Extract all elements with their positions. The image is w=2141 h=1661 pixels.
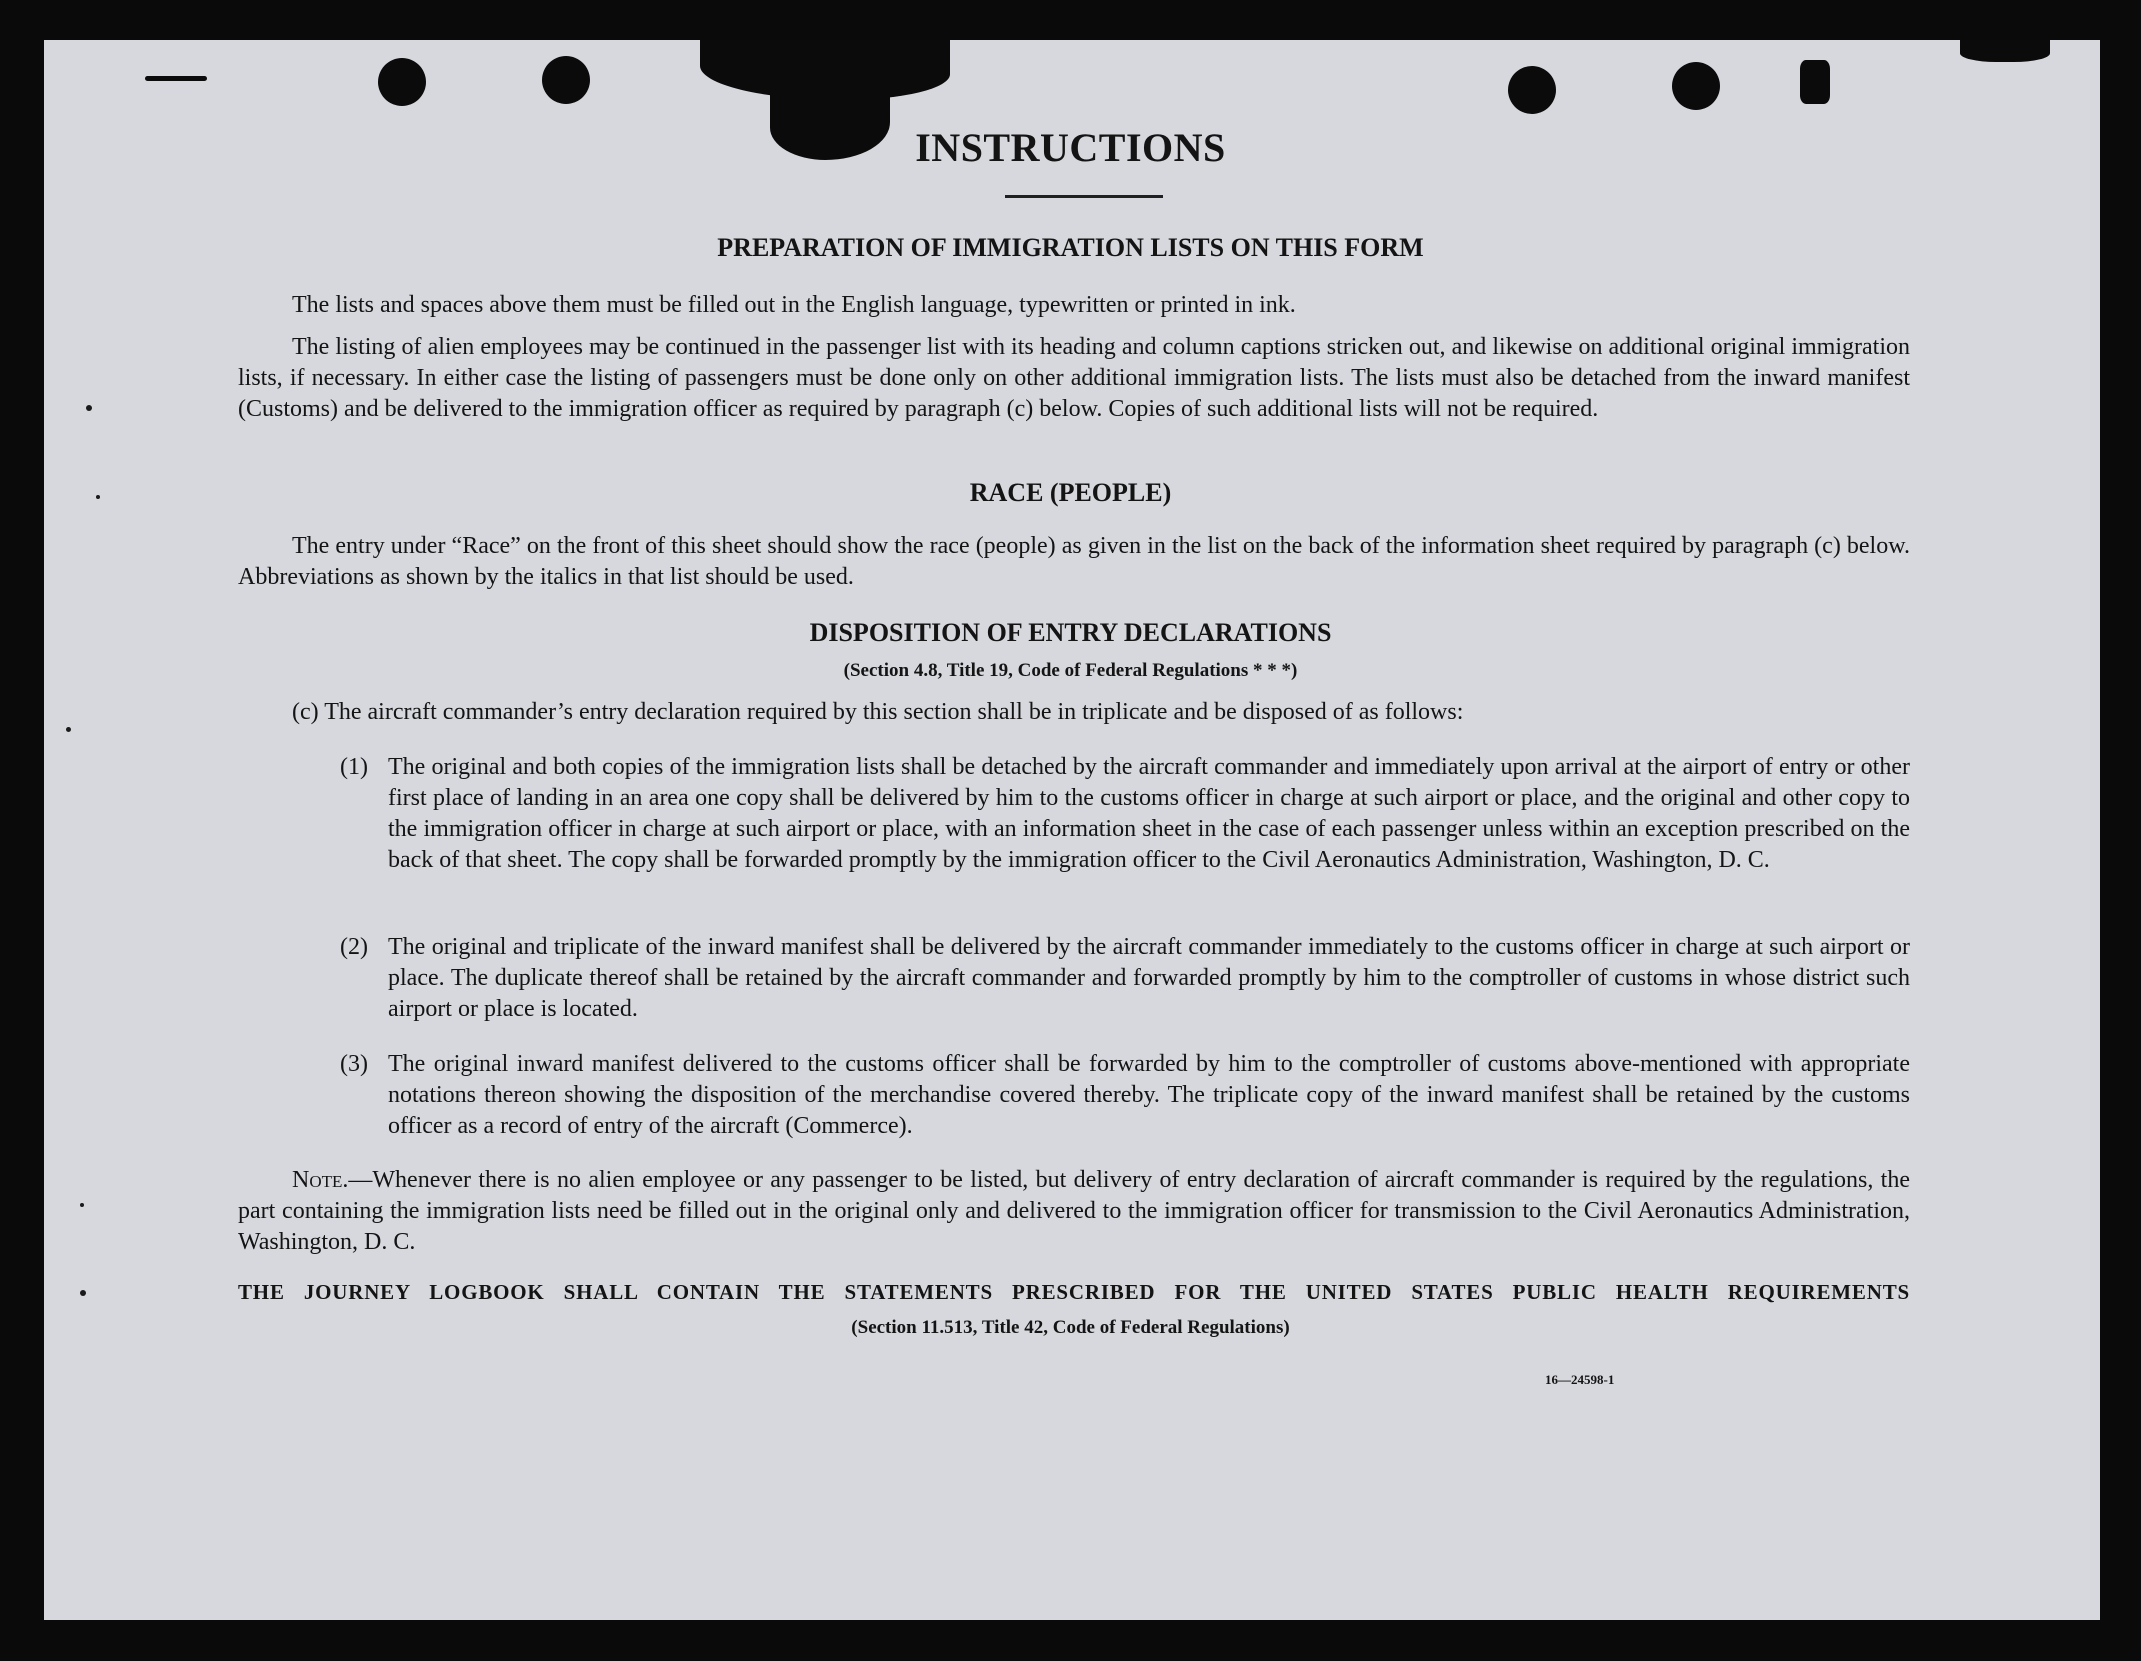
logbook-requirement: THE JOURNEY LOGBOOK SHALL CONTAIN THE STATEMENTS PRESCRIBED FOR THE UNITED STATES PUBLIC HEALTH REQUIREMENTS [238, 1280, 1910, 1304]
disposition-citation: (Section 4.8, Title 19, Code of Federal Regulations * * *) [843, 660, 1298, 681]
section-heading-race: RACE (PEOPLE) [969, 478, 1172, 507]
logbook-citation: (Section 11.513, Title 42, Code of Federal Regulations) [851, 1317, 1290, 1338]
section-heading-preparation: PREPARATION OF IMMIGRATION LISTS ON THIS FORM [717, 233, 1424, 262]
preparation-paragraph-2: The listing of alien employees may be continued in the passenger list with its heading and column captions stricken out, and likewise on additional original immigration lists, if necessary. In either case the listing of passengers must be done only on other additional immigration lists. The lists must also be detached from the inward manifest (Customs) and be delivered to the immigration officer as required by paragraph (c) below. Copies of such additional lists will not be required. [238, 334, 1910, 422]
item-1-text: The original and both copies of the immigration lists shall be detached by the aircraft commander and immediately upon arrival at the airport of entry or other first place of landing in an area one copy shall be delivered by him to the customs officer in charge at such airport or place, and the original and other copy to the immigration officer in charge at such airport or place, with an information sheet in the case of each passenger unless within an exception prescribed on the back of that sheet. The copy shall be forwarded promptly by the immigration officer to the Civil Aeronautics Administration, Washington, D. C. [388, 754, 1910, 873]
page-title: INSTRUCTIONS [915, 125, 1226, 170]
title-underline [1005, 195, 1163, 198]
race-paragraph: The entry under “Race” on the front of this sheet should show the race (people) as given in the list on the back of the information sheet required by paragraph (c) below. Abbreviations as shown by the italics in that list should be used. [238, 533, 1910, 590]
item-2-text: The original and triplicate of the inward manifest shall be delivered by the aircraft commander immediately to the customs officer in charge at such airport or place. The duplicate thereof shall be retained by the aircraft commander and forwarded promptly by him to the comptroller of customs in whose district such airport or place is located. [388, 934, 1910, 1022]
preparation-paragraph-1: The lists and spaces above them must be filled out in the English language, typewritten or printed in ink. [292, 292, 1296, 318]
note-paragraph [238, 1165, 1910, 1258]
item-2-number: (2) [340, 934, 368, 960]
item-3-text: The original inward manifest delivered to the customs officer shall be forwarded by him to the comptroller of customs above-mentioned with appropriate notations thereon showing the disposition of the merchandise covered thereby. The triplicate copy of the inward manifest shall be retained by the customs officer as a record of entry of the aircraft (Commerce). [388, 1051, 1910, 1139]
item-1-number: (1) [340, 754, 368, 780]
form-number: 16—24598-1 [1545, 1372, 1615, 1387]
note-text: —Whenever there is no alien employee or any passenger to be listed, but delivery of entry declaration of aircraft commander is required by the regulations, the part containing the immigration lists need be filled out in the original only and delivered to the immigration officer for transmission to the Civil Aeronautics Administration, Washington, D. C. [238, 1167, 1910, 1255]
note-label: Note. [292, 1167, 349, 1193]
paragraph-c: (c) The aircraft commander’s entry declaration required by this section shall be in triplicate and be disposed of as follows: [292, 699, 1464, 725]
section-heading-disposition: DISPOSITION OF ENTRY DECLARATIONS [809, 618, 1332, 647]
item-3-number: (3) [340, 1051, 368, 1077]
